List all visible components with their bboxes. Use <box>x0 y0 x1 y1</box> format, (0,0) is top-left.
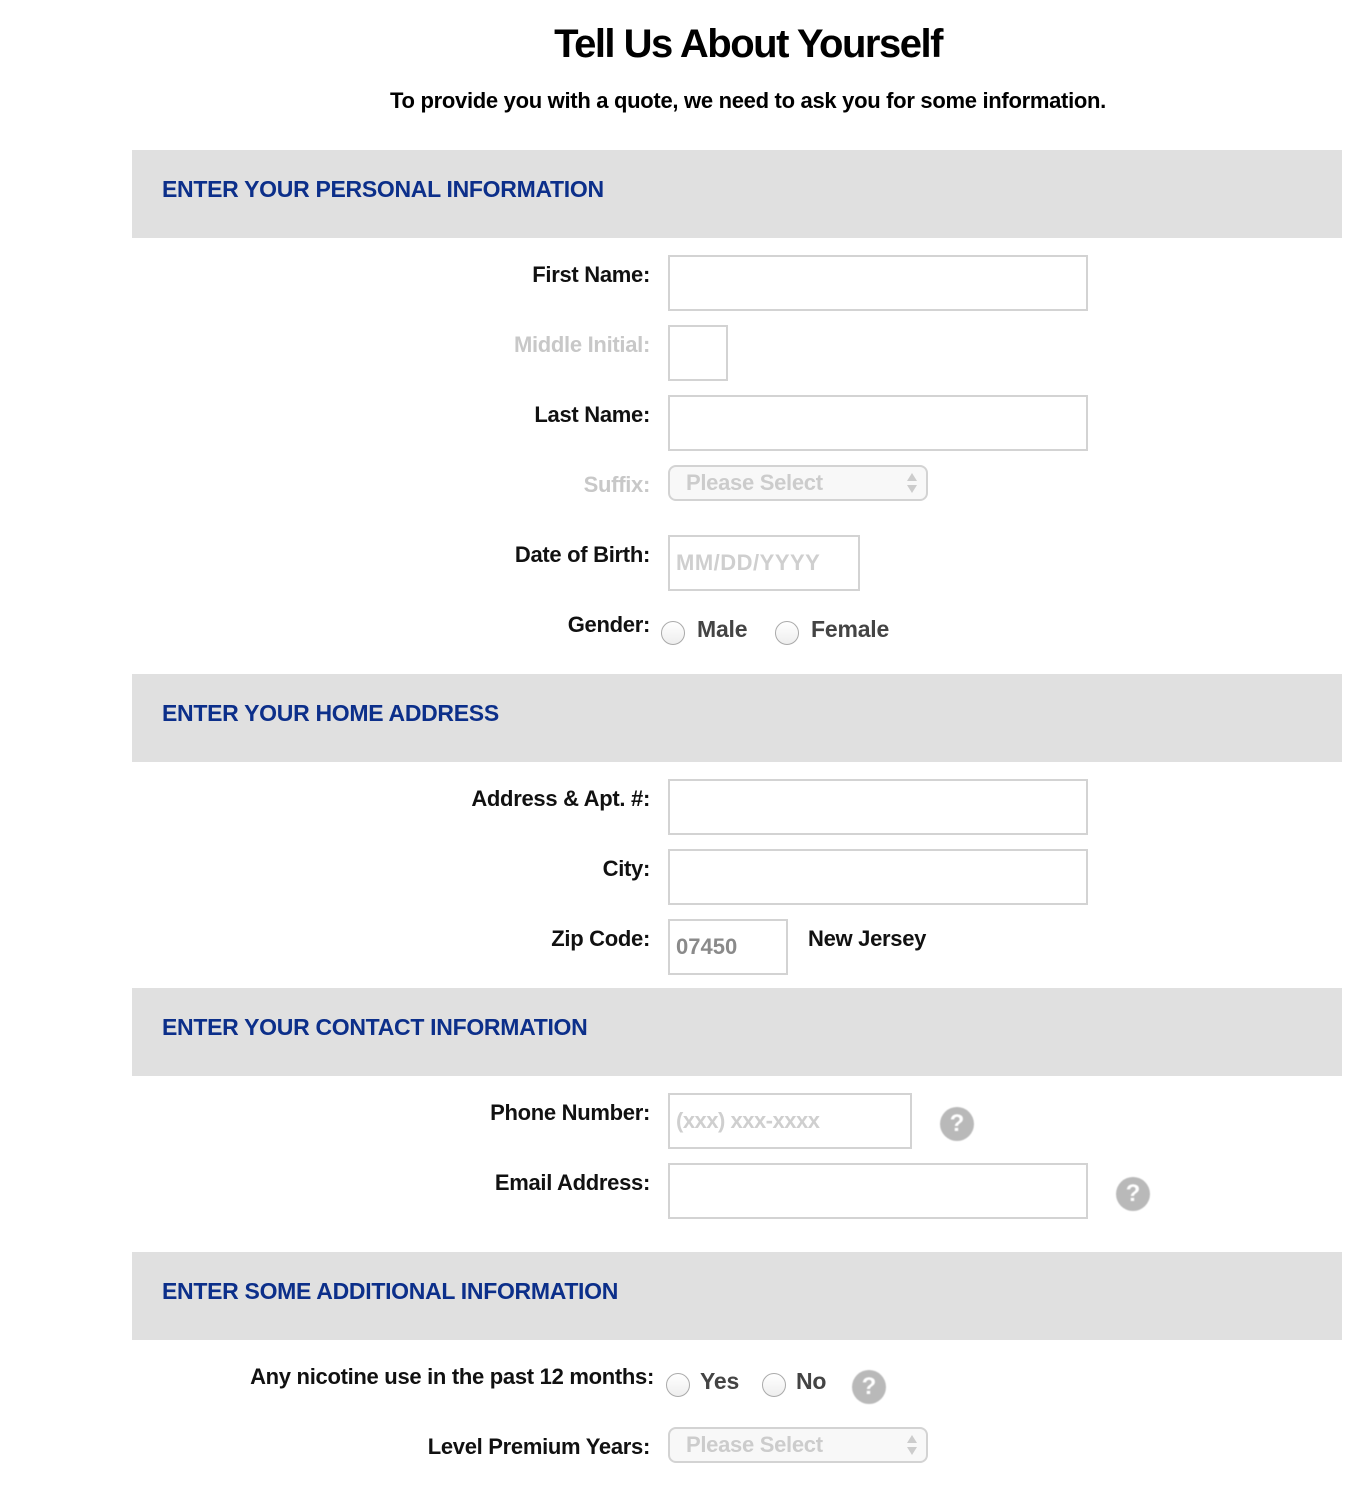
gender-label: Gender: <box>567 612 650 637</box>
city-input[interactable] <box>668 849 1088 905</box>
nicotine-yes-radio[interactable] <box>666 1373 690 1397</box>
middle-initial-label: Middle Initial: <box>513 332 650 357</box>
level-premium-label: Level Premium Years: <box>427 1434 650 1459</box>
section-title: ENTER SOME ADDITIONAL INFORMATION <box>162 1278 619 1304</box>
gender-female-radio[interactable] <box>775 621 799 645</box>
phone-input[interactable] <box>668 1093 912 1149</box>
gender-male-radio[interactable] <box>661 621 685 645</box>
suffix-label: Suffix: <box>583 472 650 497</box>
suffix-select[interactable] <box>668 465 928 501</box>
section-header-home <box>132 674 1342 762</box>
gender-male-label[interactable]: Male <box>697 616 748 642</box>
dob-label: Date of Birth: <box>514 542 650 567</box>
first-name-input[interactable] <box>668 255 1088 311</box>
nicotine-help-icon[interactable]: ? <box>852 1370 886 1404</box>
nicotine-yes-label[interactable]: Yes <box>700 1368 740 1394</box>
middle-initial-input[interactable] <box>668 325 728 381</box>
section-title: ENTER YOUR HOME ADDRESS <box>162 700 499 726</box>
section-header-contact <box>132 988 1342 1076</box>
nicotine-no-label[interactable]: No <box>796 1368 827 1394</box>
phone-help-icon[interactable]: ? <box>940 1107 974 1141</box>
address-label: Address & Apt. #: <box>471 786 650 811</box>
last-name-input[interactable] <box>668 395 1088 451</box>
level-premium-selected-value: Please Select <box>686 1432 823 1457</box>
section-header-additional <box>132 1252 1342 1340</box>
nicotine-label: Any nicotine use in the past 12 months: <box>250 1364 654 1389</box>
state-name: New Jersey <box>808 926 927 951</box>
section-title: ENTER YOUR CONTACT INFORMATION <box>162 1014 588 1040</box>
gender-female-label[interactable]: Female <box>811 616 890 642</box>
zip-label: Zip Code: <box>551 926 650 951</box>
email-help-icon[interactable]: ? <box>1116 1177 1150 1211</box>
nicotine-no-radio[interactable] <box>762 1373 786 1397</box>
city-label: City: <box>602 856 650 881</box>
email-input[interactable] <box>668 1163 1088 1219</box>
address-input[interactable] <box>668 779 1088 835</box>
first-name-label: First Name: <box>532 262 650 287</box>
page-title: Tell Us About Yourself <box>554 22 942 66</box>
section-header-personal <box>132 150 1342 238</box>
phone-label: Phone Number: <box>490 1100 650 1125</box>
zip-input[interactable] <box>668 919 788 975</box>
page-subtitle: To provide you with a quote, we need to ask you for some information. <box>390 88 1106 113</box>
last-name-label: Last Name: <box>534 402 650 427</box>
level-premium-select[interactable] <box>668 1427 928 1463</box>
suffix-selected-value: Please Select <box>686 470 823 495</box>
email-label: Email Address: <box>494 1170 650 1195</box>
select-arrows-icon <box>906 1433 918 1457</box>
dob-input[interactable] <box>668 535 860 591</box>
section-title: ENTER YOUR PERSONAL INFORMATION <box>162 176 604 202</box>
select-arrows-icon <box>906 471 918 495</box>
